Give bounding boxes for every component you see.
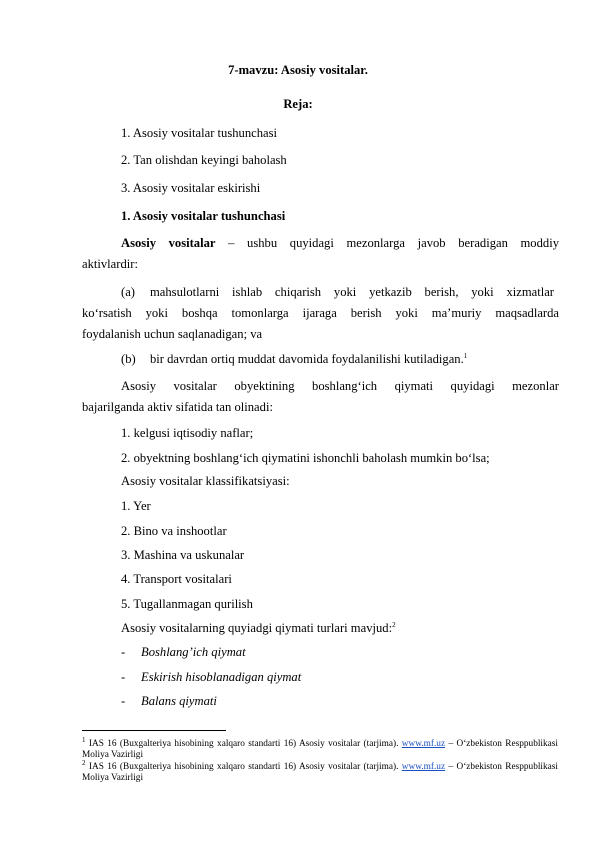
classification-item: 1. Yer <box>121 499 151 513</box>
dash-bullet: - <box>121 670 126 684</box>
classification-item: 3. Mashina va uskunalar <box>121 548 245 562</box>
footnote-number: 2 <box>82 758 86 767</box>
footnote-tail: – O‘zbekiston Resppublikasi Moliya Vazirligi <box>82 739 558 760</box>
dash-bullet: - <box>121 694 126 708</box>
classification-item: 2. Bino va inshootlar <box>121 524 227 538</box>
footnote-separator <box>82 730 226 731</box>
footnote-tail: – O‘zbekiston Resppublikasi Moliya Vazirligi <box>82 762 558 783</box>
value-types-heading <box>121 620 396 636</box>
item-a-text: mahsulotlarni ishlab chiqarish yoki yetkazib berish, yoki xizmatlar <box>150 285 554 299</box>
footnote-1 <box>82 735 558 761</box>
definition-term: Asosiy vositalar <box>121 236 216 250</box>
page-title: 7-mavzu: Asosiy vositalar. <box>228 63 368 77</box>
footnote-ref: 1 <box>463 351 468 360</box>
footnote-2 <box>82 758 558 784</box>
definition-text: – ushbu quyidagi mezonlarga javob beradigan moddiy <box>215 236 559 250</box>
section-heading: 1. Asosiy vositalar tushunchasi <box>121 209 286 223</box>
item-a-line-1 <box>121 284 559 300</box>
value-type-item <box>121 669 301 685</box>
plan-item: 3. Asosiy vositalar eskirishi <box>121 181 261 195</box>
value-type-text: Balans qiymati <box>141 694 217 708</box>
footnote-ref: 2 <box>392 620 396 629</box>
definition-line-2: aktivlardir: <box>82 257 138 271</box>
classification-item: 4. Transport vositalari <box>121 572 232 586</box>
recognition-line-1: Asosiy vositalar obyektining boshlang‘ich qiymati quyidagi mezonlar <box>121 379 559 393</box>
value-types-heading-text: Asosiy vositalarning quyiadgi qiymati turlari mavjud: <box>121 621 393 635</box>
value-type-item <box>121 693 217 709</box>
footnote-link[interactable]: www.mf.uz <box>401 739 446 749</box>
plan-item: 2. Tan olishdan keyingi baholash <box>121 153 287 167</box>
plan-item: 1. Asosiy vositalar tushunchasi <box>121 126 278 140</box>
footnote-text: IAS 16 (Buxgalteriya hisobining xalqaro standarti 16) Asosiy vositalar (tarjima). <box>85 762 402 772</box>
item-a-line-3: foydalanish uchun saqlanadigan; va <box>82 327 263 341</box>
classification-item: 5. Tugallanmagan qurilish <box>121 597 253 611</box>
footnote-number: 1 <box>82 735 86 744</box>
dash-bullet: - <box>121 645 126 659</box>
footnote-text: IAS 16 (Buxgalteriya hisobining xalqaro standarti 16) Asosiy vositalar (tarjima). <box>85 739 402 749</box>
value-type-text: Boshlang’ich qiymat <box>141 645 246 659</box>
value-type-text: Eskirish hisoblanadigan qiymat <box>141 670 302 684</box>
plan-heading: Reja: <box>283 97 313 111</box>
classification-heading: Asosiy vositalar klassifikatsiyasi: <box>121 474 290 488</box>
recognition-line-2: bajarilganda aktiv sifatida tan olinadi: <box>82 400 273 414</box>
criteria-item: 2. obyektning boshlang‘ich qiymatini ishonchli baholash mumkin bo‘lsa; <box>121 451 490 465</box>
item-a-line-2: ko‘rsatish yoki boshqa tomonlarga ijaraga berish yoki ma’muriy maqsadlarda <box>82 306 559 320</box>
definition-line <box>121 235 559 251</box>
criteria-item: 1. kelgusi iqtisodiy naflar; <box>121 426 254 440</box>
footnote-link[interactable]: www.mf.uz <box>401 762 446 772</box>
item-a-label: (a) <box>121 285 135 299</box>
item-b <box>121 351 467 367</box>
value-type-item <box>121 644 246 660</box>
item-b-text: bir davrdan ortiq muddat davomida foydalanilishi kutiladigan. <box>150 352 464 366</box>
item-b-label: (b) <box>121 352 136 366</box>
